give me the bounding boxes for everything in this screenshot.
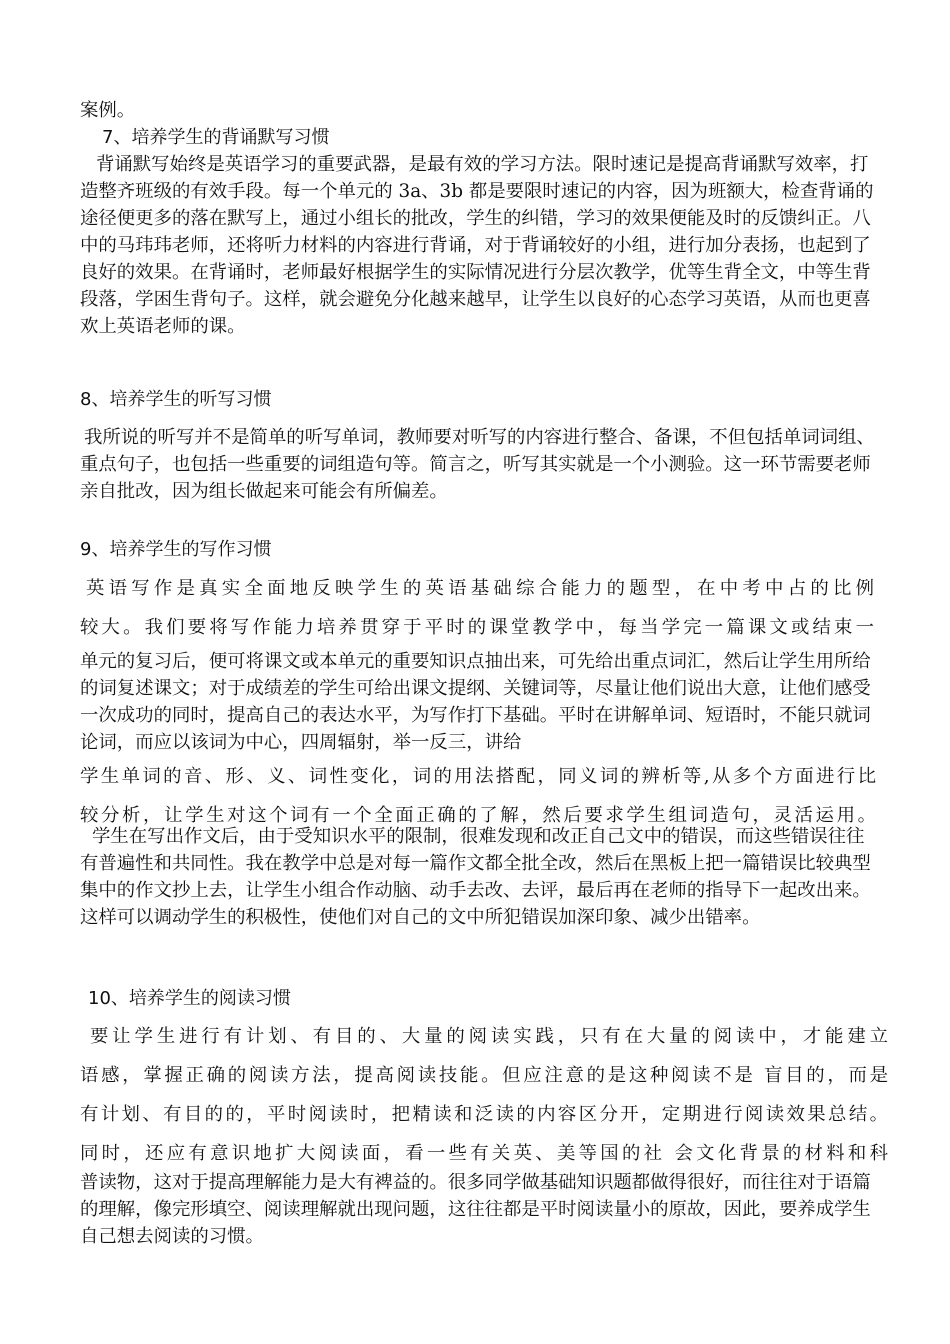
intro-text: 案例。 <box>80 100 136 121</box>
section-9-line-1: 英语写作是真实全面地反映学生的英语基础综合能力的题型，在中考中占的比例 <box>86 578 874 599</box>
section-10-line-4: 同时，还应有意识地扩大阅读面，看一些有关英、美等国的社 会文化背景的材料和科 <box>80 1143 888 1164</box>
section-9-line-2: 较大。我们要将写作能力培养贯穿于平时的课堂教学中，每当学完一篇课文或结束一 <box>80 617 874 638</box>
section-9-line-c1: 学生单词的音、形、义、词性变化，词的用法搭配，同义词的辨析等,从多个方面进行比 <box>80 766 876 787</box>
section-8-heading: 8、培养学生的听写习惯 <box>80 389 272 410</box>
section-10-line-3: 有计划、有目的的，平时阅读时，把精读和泛读的内容区分开，定期进行阅读效果总结。 <box>80 1104 888 1125</box>
section-9-paragraph-2: 学生在写出作文后，由于受知识水平的限制，很难发现和改正自己文中的错误，而这些错误往往有普遍性和共同性。我在教学中总是对每一篇作文都全批全改，然后在黑板上把一篇错误比较典型集中的作文抄上去，让学生小组合作动脑、动手去改、去评，最后再在老师的指导下一起改出来。这样可以调动学生的积极性，使他们对自己的文中所犯错误加深印象、减少出错率。 <box>80 826 871 928</box>
section-7-paragraph: 背诵默写始终是英语学习的重要武器，是最有效的学习方法。限时速记是提高背诵默写效率，打造整齐班级的有效手段。每一个单元的 3a、3b 都是要限时速记的内容，因为班额大，检查背诵的途径便更多的落在默写上，通过小组长的批改，学生的纠错，学习的效果便能及时的反馈纠正。八中的马玮玮老师，还将听力材料的内容进行背诵，对于背诵较好的小组，进行加分表扬，也起到了良好的效果。在背诵时，老师最好根据学生的实际情况进行分层次教学，优等生背全文，中等生背段落，学困生背句子。这样，就会避免分化越来越早，让学生以良好的心态学习英语，从而也更喜欢上英语老师的课。 <box>80 154 874 337</box>
section-10-lines-a <box>80 1017 888 1173</box>
section-7-heading: 7、培养学生的背诵默写习惯 <box>102 127 330 148</box>
section-10-body: 普读物，这对于提高理解能力是大有裨益的。很多同学做基础知识题都做得很好，而往往对于语篇的理解，像完形填空、阅读理解就出现问题，这往往都是平时阅读量小的原故，因此，要养成学生自己想去阅读的习惯。 <box>80 1172 871 1247</box>
section-10-line-2: 语感，掌握正确的阅读方法，提高阅读技能。但应注意的是这种阅读不是 盲目的，而是 <box>80 1065 888 1086</box>
section-9-line-c2: 较分析，让学生对这个词有一个全面正确的了解，然后要求学生组词造句，灵活运用。 <box>80 805 876 826</box>
section-8-paragraph: 我所说的听写并不是简单的听写单词，教师要对听写的内容进行整合、备课，不但包括单词词组、重点句子，也包括一些重要的词组造句等。简言之，听写其实就是一个小测验。这一环节需要老师亲自批改，因为组长做起来可能会有所偏差。 <box>80 427 875 502</box>
section-10-heading: 10、培养学生的阅读习惯 <box>88 988 291 1009</box>
section-10-line-1: 要让学生进行有计划、有目的、大量的阅读实践，只有在大量的阅读中，才能建立 <box>90 1026 888 1047</box>
section-9-heading: 9、培养学生的写作习惯 <box>80 539 272 560</box>
section-9-body: 单元的复习后，便可将课文或本单元的重要知识点抽出来，可先给出重点词汇，然后让学生用所给的词复述课文；对于成绩差的学生可给出课文提纲、关键词等，尽量让他们说出大意，让他们感受一次成功的同时，提高自己的表达水平，为写作打下基础。平时在讲解单词、短语时，不能只就词论词，而应以该词为中心，四周辐射，举一反三，讲给 <box>80 651 871 753</box>
section-9-lines-a <box>80 569 874 647</box>
